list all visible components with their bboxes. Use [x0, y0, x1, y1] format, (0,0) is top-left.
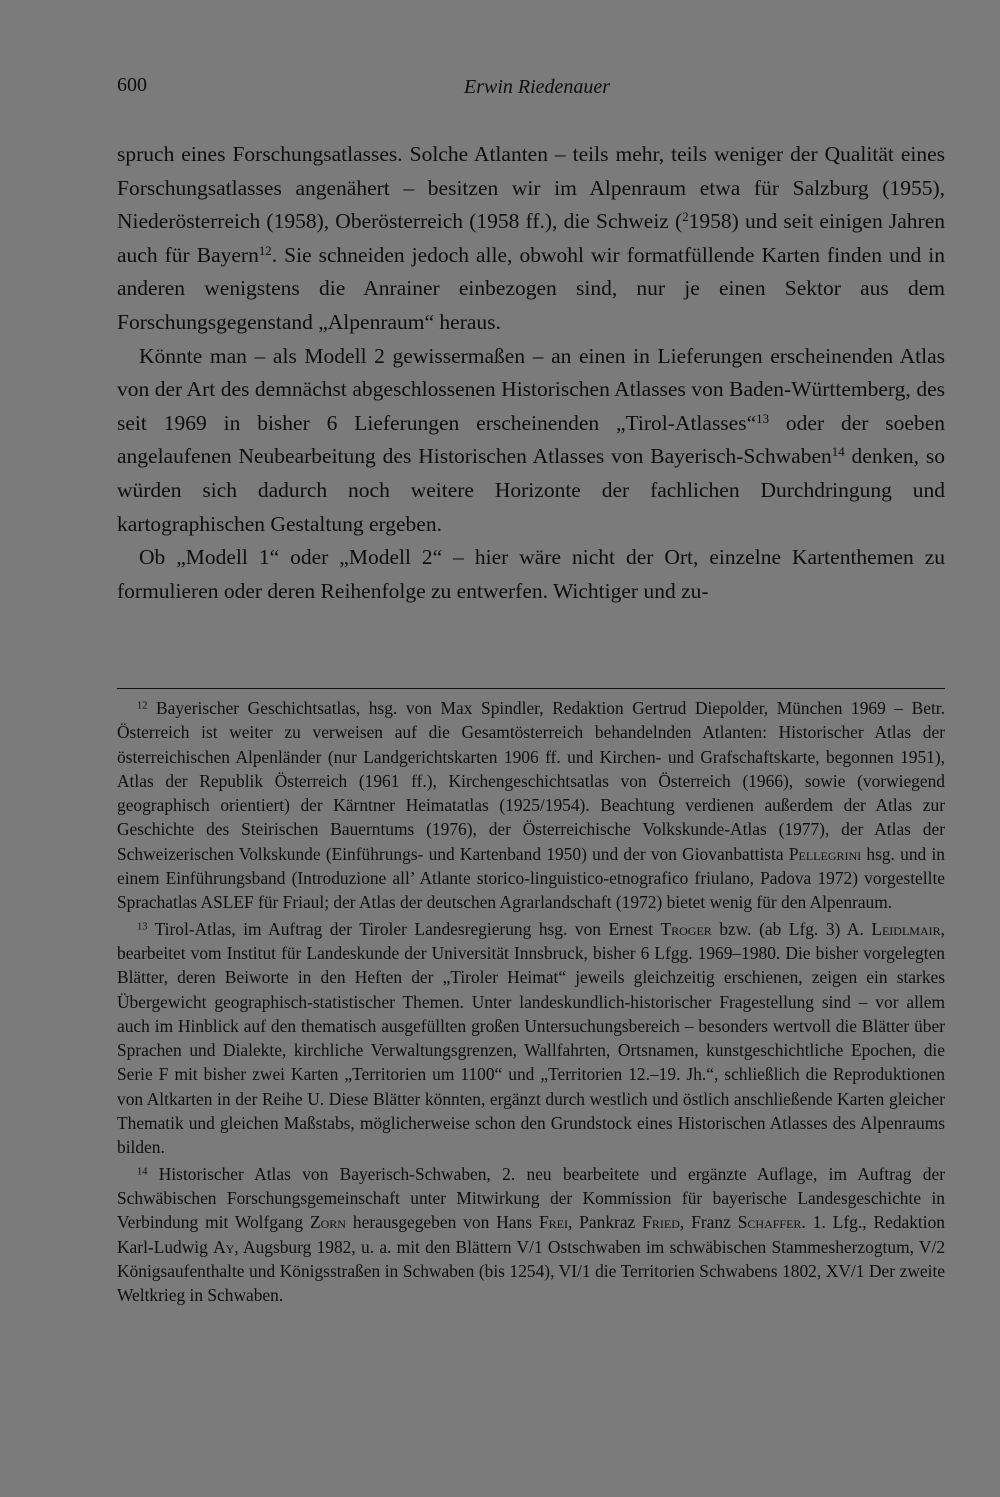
author-name: Leidlmair [871, 918, 941, 939]
author-name: Ay [213, 1236, 235, 1257]
running-head-author: Erwin Riedenauer [464, 76, 611, 98]
author-name: Frei [538, 1212, 568, 1233]
footnote-13: $^{13}$ Tirol-Atlas, im Auftrag der Tiroler Landesregierung hsg. von Ernest Troger bzw. (ab Lfg. 3) A. Leidlmair, bearbeitet vom Institut für Landeskunde der Universität Innsbruck, bisher 6 Lfgg. 1969–1980. Die bisher vorgelegten Blätter, deren Beiworte in den Heften der „Tiroler Heimat“ jeweils gleichzeitig erschienen, zeigen ein starkes Übergewicht geographisch-statistischer Themen. Unter landeskundlich-historischer Fragestellung sind – vor allem auch im Hinblick auf den thematisch ausgefüllten großen Untersuchungsbereich – besonders wertvoll die Blätter über Sprachen und Dialekte, kirchliche Verwaltungsgrenzen, Wallfahrten, Ortsnamen, kunstgeschichtliche Epochen, die Serie F mit bisher zwei Karten „Territorien um 1100“ und „Territorien 12.–19. Jh.“, schließlich die Reproduktionen von Altkarten in der Reihe U. Diese Blätter könnten, ergänzt durch westlich und östlich anschließende Karten gleicher Thematik und gleichen Maßstabs, möglicherweise schon den Grundstock eines Historischen Atlasses des Alpenraums bilden. [117, 918, 945, 1158]
footnote-ref-13: 13 [756, 411, 770, 426]
footnote-ref-14: 14 [831, 445, 845, 460]
author-name: Zorn [310, 1212, 346, 1233]
author-name: Schaffer [737, 1212, 802, 1233]
main-text [117, 138, 945, 608]
footnote-14: $^{14}$ Historischer Atlas von Bayerisch-Schwaben, 2. neu bearbeitete und ergänzte Auflage, im Auftrag der Schwäbischen Forschungsgemeinschaft unter Mitwirkung der Kommission für bayerische Landesgeschichte in Verbindung mit Wolfgang Zorn herausgegeben von Hans Frei, Pankraz Fried, Franz Schaffer. 1. Lfg., Redaktion Karl-Ludwig Ay, Augsburg 1982, u. a. mit den Blättern V/1 Ostschwaben im schwäbischen Stammesherzogtum, V/2 Königsaufenthalte und Königsstraßen in Schwaben (bis 1254), VI/1 die Territorien Schwabens 1802, XV/1 Der zweite Weltkrieg in Schwaben. [117, 1163, 946, 1306]
paragraph-3: Ob „Modell 1“ oder „Modell 2“ – hier wäre nicht der Ort, einzelne Kartenthemen zu formulieren oder deren Reihenfolge zu entwerfen. Wichtiger und zu- [117, 545, 945, 603]
footnote-ref-12: 12 [258, 243, 272, 258]
author-name: Pellegrini [788, 843, 862, 864]
footnotes [117, 696, 945, 1309]
footnote-separator [117, 688, 945, 689]
author-name: Fried [642, 1212, 680, 1233]
paragraph-2: Könnte man – als Modell 2 gewissermaßen – an einen in Lieferungen erscheinenden Atlas von der Art des demnächst abgeschlossenen Historischen Atlasses von Baden-Württemberg, des seit 1969 in bisher 6 Lieferungen erscheinenden „Tirol-Atlasses“$^{13}$ oder der soeben angelaufenen Neubearbeitung des Historischen Atlasses von Bayerisch-Schwaben$^{14}$ denken, so würden sich dadurch noch weitere Horizonte der fachlichen Durchdringung und kartographischen Gestaltung ergeben. [117, 343, 946, 536]
paragraph-1: spruch eines Forschungsatlasses. Solche Atlanten – teils mehr, teils weniger der Qualität eines Forschungsatlasses angenähert – besitzen wir im Alpenraum etwa für Salzburg (1955), Niederösterreich (1958), Oberösterreich (1958 ff.), die Schweiz ($^2$1958) und seit einigen Jahren auch für Bayern$^{12}$. Sie schneiden jedoch alle, obwohl wir formatfüllende Karten finden und in anderen wenigstens die Anrainer einbezogen sind, nur je einen Sektor aus dem Forschungsgegenstand „Alpenraum“ heraus. [117, 142, 945, 334]
footnote-number: 13 [137, 920, 148, 932]
page-number: 600 [117, 74, 147, 96]
footnote-number: 12 [137, 700, 148, 712]
page-header [117, 74, 945, 104]
author-name: Troger [660, 918, 712, 939]
footnote-12: $^{12}$ Bayerischer Geschichtsatlas, hsg. von Max Spindler, Redaktion Gertrud Diepolder, München 1969 – Betr. Österreich ist weiter zu verweisen auf die Gesamtösterreich behandelnden Atlanten: Historischer Atlas der österreichischen Alpenländer (nur Landgerichtskarten 1906 ff. und Kirchen- und Grafschaftskarte, begonnen 1951), Atlas der Republik Österreich (1961 ff.), Kirchengeschichtsatlas von Österreich (1966), sowie (vorwiegend geographisch orientiert) der Kärntner Heimatatlas (1925/1954). Beachtung verdienen außerdem der Atlas zur Geschichte des Steirischen Bauerntums (1976), der Österreichische Volkskunde-Atlas (1977), der Atlas der Schweizerischen Volkskunde (Einführungs- und Kartenband 1950) und der von Giovanbattista Pellegrini hsg. und in einem Einführungsband (Introduzione all’ Atlante storico-linguistico-etnografico friulano, Padova 1972) vorgestellte Sprachatlas ASLEF für Friaul; der Atlas der deutschen Agrarlandschaft (1972) bietet wenig für den Alpenraum. [117, 698, 945, 913]
footnote-number: 14 [137, 1165, 148, 1177]
edition-superscript: 2 [682, 210, 689, 225]
